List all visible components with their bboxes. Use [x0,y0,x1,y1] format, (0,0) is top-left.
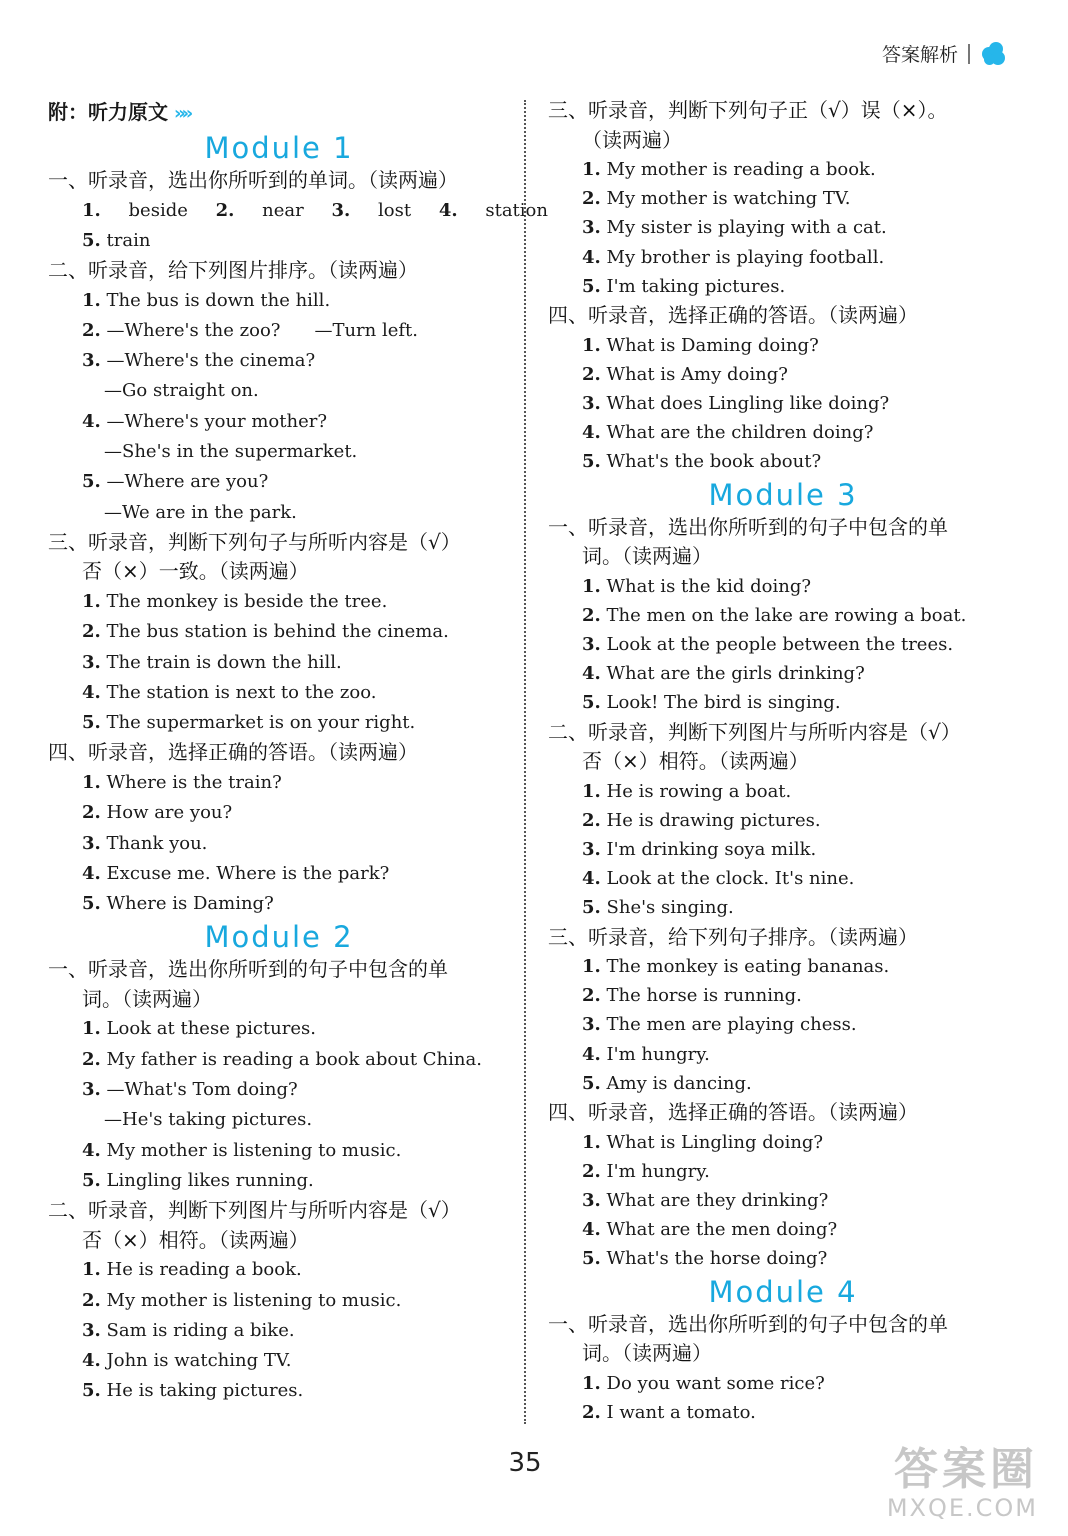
m2-s2-title: 二、听录音，判断下列图片与所听内容是（√） 否（×）相符。（读两遍） [48,1198,461,1252]
list-item: 3. Look at the people between the trees. [582,633,954,655]
m2-s4-title: 四、听录音，选择正确的答语。（读两遍） [548,303,918,328]
list-item: 4. I'm hungry. [582,1043,710,1065]
list-item: 3. —What's Tom doing? [82,1079,298,1101]
m3-s4-title: 四、听录音，选择正确的答语。（读两遍） [548,1100,918,1125]
right-column [548,96,1018,1427]
list-item: 5. What's the book about? [582,451,822,473]
list-item: 2. I want a tomato. [582,1401,756,1423]
module-1-title: Module 1 [204,131,354,165]
list-item: 4. My brother is playing football. [582,246,885,268]
appendix-label: 附：听力原文 [48,100,168,124]
list-item: 4. What are the children doing? [582,422,874,444]
list-item: 1. What is the kid doing? [582,575,812,597]
list-item: 1. The bus is down the hill. [82,289,331,311]
m1-s1-title: 一、听录音，选出你所听到的单词。（读两遍） [48,168,458,192]
list-item: 1. The monkey is eating bananas. [582,956,890,978]
list-item: 1. He is rowing a boat. [582,780,792,802]
header-separator [968,44,970,64]
list-item: 3. My sister is playing with a cat. [582,217,887,239]
list-item: 5. What's the horse doing? [582,1248,828,1270]
list-item: 2. How are you? [82,802,233,824]
list-item: 1. Look at these pictures. [82,1018,316,1040]
list-item: 2. My mother is watching TV. [582,188,851,210]
list-item: 2. —Where's the zoo? —Turn left. [82,319,418,341]
m1-s4-title: 四、听录音，选择正确的答语。（读两遍） [48,740,418,765]
list-item: 3. Sam is riding a bike. [82,1319,295,1341]
m2-s3-title: 三、听录音，判断下列句子正（√）误（×）。 （读两遍） [548,98,948,152]
list-item: 3. —Where's the cinema? [82,350,316,372]
m3-s3-title: 三、听录音，给下列句子排序。（读两遍） [548,924,918,949]
list-item: 1. Do you want some rice? [582,1372,825,1394]
list-item-continued: —He's taking pictures. [104,1109,313,1131]
m4-s1-title: 一、听录音，选出你所听到的句子中包含的单 词。（读两遍） [548,1311,948,1366]
header-title: 答案解析 [881,44,958,66]
watermark-top: 答案圈 [894,1444,1038,1495]
list-item: 5. train [82,229,151,251]
list-item: 2. My mother is listening to music. [82,1289,402,1311]
m1-s3-title: 三、听录音，判断下列句子与所听内容是（√） 否（×）一致。（读两遍） [48,529,461,584]
m2-s1-title: 一、听录音，选出你所听到的句子中包含的单 词。（读两遍） [48,957,448,1011]
list-item: 4. Excuse me. Where is the park? [82,862,390,884]
list-item: 1. beside 2. near 3. lost 4. station [82,199,548,221]
double-arrow-icon: »» [174,103,190,124]
list-item: 5. Look! The bird is singing. [582,692,841,714]
list-item: 5. She's singing. [582,897,734,919]
appendix-heading [48,96,510,128]
list-item: 1. What is Lingling doing? [582,1131,824,1153]
list-item: 4. What are the men doing? [582,1219,838,1241]
cloud-logo-icon [980,41,1006,67]
module-4-title: Module 4 [708,1274,858,1309]
list-item: 5. He is taking pictures. [82,1380,304,1402]
list-item: 5. I'm taking pictures. [582,275,786,297]
list-item: 5. —Where are you? [82,471,269,493]
page-header [882,40,1006,67]
list-item: 1. The monkey is beside the tree. [82,590,388,612]
list-item: 4. Look at the clock. It's nine. [582,868,855,890]
list-item: 4. John is watching TV. [82,1350,292,1372]
watermark-logo [887,1446,1038,1522]
watermark-bottom: MXQE.COM [886,1494,1038,1522]
list-item: 3. I'm drinking soya milk. [582,838,817,860]
list-item-continued: —Go straight on. [104,380,259,402]
list-item: 1. My mother is reading a book. [582,159,876,180]
left-column [48,96,548,1407]
list-item: 2. The horse is running. [582,985,802,1007]
list-item: 2. I'm hungry. [582,1160,710,1182]
list-item: 1. He is reading a book. [82,1259,302,1281]
list-item: 2. The men on the lake are rowing a boat. [582,604,967,626]
list-item: 3. What does Lingling like doing? [582,392,890,414]
m1-s2-title: 二、听录音，给下列图片排序。（读两遍） [48,258,418,283]
list-item: 3. What are they drinking? [582,1189,829,1211]
list-item: 3. Thank you. [82,832,208,854]
list-item: 4. The station is next to the zoo. [82,681,377,703]
list-item: 2. My father is reading a book about China. [82,1048,482,1070]
list-item: 2. What is Amy doing? [582,363,788,385]
list-item: 4. —Where's your mother? [82,410,328,432]
list-item: 1. Where is the train? [82,771,282,793]
m3-s1-title: 一、听录音，选出你所听到的句子中包含的单 词。（读两遍） [548,514,948,569]
module-3-title: Module 3 [708,477,858,512]
list-item: 2. He is drawing pictures. [582,809,821,831]
list-item: 5. Where is Daming? [82,893,274,915]
column-divider [524,100,526,1424]
m3-s2-title: 二、听录音，判断下列图片与所听内容是（√） 否（×）相符。（读两遍） [548,719,961,774]
list-item: 4. My mother is listening to music. [82,1139,402,1161]
list-item: 5. The supermarket is on your right. [82,712,416,734]
list-item: 3. The men are playing chess. [582,1014,857,1036]
list-item: 4. What are the girls drinking? [582,663,865,685]
list-item: 5. Amy is dancing. [582,1072,752,1094]
list-item: 3. The train is down the hill. [82,651,342,673]
list-item-continued: —She's in the supermarket. [104,441,358,463]
module-2-title: Module 2 [204,920,354,955]
list-item-continued: —We are in the park. [104,501,297,523]
list-item: 5. Lingling likes running. [82,1169,314,1191]
page-number: 35 [508,1448,542,1478]
list-item: 1. What is Daming doing? [582,334,819,356]
list-item: 2. The bus station is behind the cinema. [82,621,449,643]
